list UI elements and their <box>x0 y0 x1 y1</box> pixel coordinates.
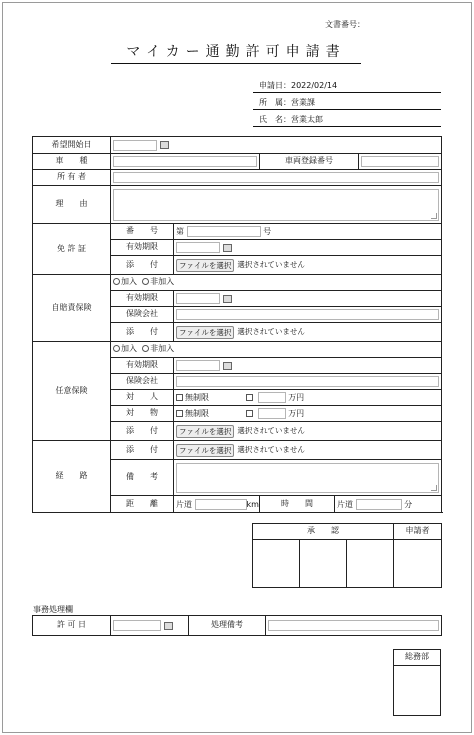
department-line <box>253 96 441 110</box>
owner-cell <box>111 170 442 186</box>
calendar-icon[interactable] <box>223 244 232 252</box>
compulsory-file-status: 選択されていません <box>237 326 305 336</box>
compulsory-company-label: 保険会社 <box>111 307 174 323</box>
route-remarks-textarea[interactable] <box>176 463 439 493</box>
compulsory-attach-label: 添 付 <box>111 323 174 342</box>
calendar-icon[interactable] <box>223 295 232 303</box>
permit-date-label: 許 可 日 <box>33 616 111 636</box>
name-label: 氏 名： <box>259 115 291 124</box>
radio-not-joined[interactable] <box>142 345 149 352</box>
distance-one-way-label: 片道 <box>176 499 192 509</box>
number-prefix: 第 <box>176 227 184 236</box>
route-attach-label: 添 付 <box>111 441 174 460</box>
approval-stamp-box[interactable] <box>347 540 394 588</box>
route-file-status: 選択されていません <box>237 444 305 454</box>
minutes-unit: 分 <box>404 499 413 509</box>
approval-table <box>252 523 442 588</box>
license-expiry-cell <box>174 240 442 256</box>
calendar-icon[interactable] <box>160 141 169 149</box>
permit-date-input[interactable] <box>113 620 161 631</box>
license-expiry-label: 有効期限 <box>111 240 174 256</box>
calendar-icon[interactable] <box>164 622 173 630</box>
time-one-way-label: 片道 <box>337 499 353 509</box>
route-file-button[interactable]: ファイルを選択 <box>176 444 234 457</box>
compulsory-company-input[interactable] <box>176 309 439 320</box>
not-joined-label: 非加入 <box>150 344 175 354</box>
processing-notes-input[interactable] <box>268 620 439 631</box>
license-expiry-input[interactable] <box>176 242 220 253</box>
voluntary-file-button[interactable]: ファイルを選択 <box>176 425 234 438</box>
radio-joined[interactable] <box>113 278 120 285</box>
voluntary-join-cell <box>111 342 442 358</box>
property-unlimited-checkbox[interactable] <box>176 410 183 417</box>
compulsory-attach-cell <box>174 323 442 342</box>
license-attach-cell <box>174 256 442 275</box>
time-label: 時 間 <box>260 496 335 513</box>
bodily-cell <box>174 390 442 406</box>
voluntary-file-status: 選択されていません <box>237 425 305 435</box>
license-file-button[interactable]: ファイルを選択 <box>176 259 234 272</box>
doc-number-label: 文書番号： <box>325 20 365 29</box>
voluntary-company-input[interactable] <box>176 376 439 387</box>
registration-number-cell <box>359 154 442 170</box>
route-remarks-cell <box>174 460 442 496</box>
property-amount-input[interactable] <box>258 408 286 419</box>
not-joined-label: 非加入 <box>150 277 175 287</box>
property-label: 対 物 <box>111 406 174 422</box>
yen-unit: 万円 <box>288 393 305 402</box>
permit-date-cell <box>111 616 189 636</box>
distance-input[interactable] <box>195 499 247 510</box>
vehicle-type-cell <box>111 154 260 170</box>
compulsory-expiry-label: 有効期限 <box>111 291 174 307</box>
license-number-input[interactable] <box>187 226 261 237</box>
bodily-amount-input[interactable] <box>258 392 286 403</box>
main-form-table <box>32 136 442 513</box>
distance-cell <box>174 496 260 513</box>
document-page <box>2 2 472 733</box>
distance-label: 距 離 <box>111 496 174 513</box>
license-label: 免 許 証 <box>33 224 111 275</box>
department-value: 営業課 <box>291 98 315 107</box>
number-suffix: 号 <box>263 227 272 236</box>
vehicle-type-label: 車 種 <box>33 154 111 170</box>
approval-stamp-box[interactable] <box>300 540 347 588</box>
vehicle-type-input[interactable] <box>113 156 257 167</box>
processing-notes-cell <box>266 616 442 636</box>
name-line <box>253 113 441 127</box>
compulsory-expiry-cell <box>174 291 442 307</box>
compulsory-insurance-label: 自賠責保険 <box>33 275 111 342</box>
start-date-cell <box>111 137 442 154</box>
voluntary-company-label: 保険会社 <box>111 374 174 390</box>
approval-stamp-box[interactable] <box>253 540 300 588</box>
start-date-input[interactable] <box>113 140 157 151</box>
applicant-stamp-box[interactable] <box>394 540 442 588</box>
name-value: 営業太郎 <box>291 115 323 124</box>
km-unit: km <box>246 499 259 509</box>
bodily-label: 対 人 <box>111 390 174 406</box>
property-cell <box>174 406 442 422</box>
applicant-header: 申請者 <box>394 524 442 540</box>
calendar-icon[interactable] <box>223 362 232 370</box>
property-amount-checkbox[interactable] <box>246 410 253 417</box>
application-date: 申請日：2022/02/14 <box>253 79 441 93</box>
voluntary-company-cell <box>174 374 442 390</box>
license-file-status: 選択されていません <box>237 259 305 269</box>
compulsory-company-cell <box>174 307 442 323</box>
joined-label: 加入 <box>121 277 137 287</box>
route-remarks-label: 備 考 <box>111 460 174 496</box>
route-label: 経 路 <box>33 441 111 513</box>
registration-number-input[interactable] <box>361 156 439 167</box>
compulsory-join-cell <box>111 275 442 291</box>
license-number-label: 番 号 <box>111 224 174 240</box>
voluntary-expiry-input[interactable] <box>176 360 220 371</box>
joined-label: 加入 <box>121 344 137 354</box>
general-affairs-header: 総務部 <box>394 650 441 666</box>
unlimited-label: 無制限 <box>185 393 209 402</box>
bodily-amount-checkbox[interactable] <box>246 394 253 401</box>
voluntary-expiry-label: 有効期限 <box>111 358 174 374</box>
voluntary-expiry-cell <box>174 358 442 374</box>
compulsory-expiry-input[interactable] <box>176 293 220 304</box>
general-affairs-table <box>393 649 441 716</box>
approve-header: 承 認 <box>253 524 394 540</box>
voluntary-attach-label: 添 付 <box>111 422 174 441</box>
reason-cell <box>111 186 442 224</box>
compulsory-file-button[interactable]: ファイルを選択 <box>176 326 234 339</box>
page-title: マイカー通勤許可申請書 <box>111 41 361 64</box>
time-input[interactable] <box>356 499 402 510</box>
office-section-title: 事務処理欄 <box>33 605 73 614</box>
office-table <box>32 615 442 636</box>
bodily-unlimited-checkbox[interactable] <box>176 394 183 401</box>
processing-notes-label: 処理備考 <box>189 616 266 636</box>
license-number-cell <box>174 224 442 240</box>
general-affairs-stamp-box[interactable] <box>394 666 441 716</box>
owner-label: 所 有 者 <box>33 170 111 186</box>
radio-joined[interactable] <box>113 345 120 352</box>
registration-number-label: 車両登録番号 <box>260 154 359 170</box>
start-date-label: 希望開始日 <box>33 137 111 154</box>
time-cell <box>335 496 442 513</box>
voluntary-attach-cell <box>174 422 442 441</box>
yen-unit: 万円 <box>288 409 305 418</box>
route-attach-cell <box>174 441 442 460</box>
reason-label: 理 由 <box>33 186 111 224</box>
voluntary-insurance-label: 任意保険 <box>33 342 111 441</box>
owner-input[interactable] <box>113 172 439 183</box>
license-attach-label: 添 付 <box>111 256 174 275</box>
radio-not-joined[interactable] <box>142 278 149 285</box>
reason-textarea[interactable] <box>113 189 439 221</box>
department-label: 所 属： <box>259 98 291 107</box>
unlimited-label: 無制限 <box>185 409 209 418</box>
